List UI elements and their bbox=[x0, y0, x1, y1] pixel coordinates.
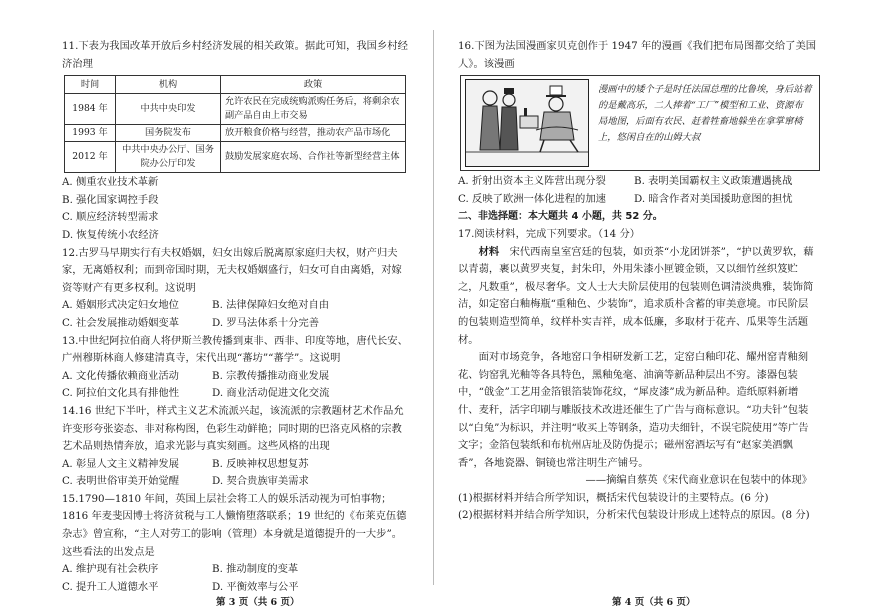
q12-option-d: D. 罗马法体系十分完善 bbox=[212, 316, 320, 329]
q15-option-d: D. 平衡效率与公平 bbox=[212, 580, 299, 593]
table-cell: 中共中央办公厅、国务院办公厅印发 bbox=[116, 142, 221, 173]
q12-option-c: C. 社会发展推动婚姻变革 bbox=[62, 316, 180, 329]
table-cell: 1993 年 bbox=[65, 125, 116, 142]
q13-option-d: D. 商业活动促进文化交流 bbox=[212, 387, 330, 400]
table-header: 时间 bbox=[65, 76, 116, 94]
q15-option-b: B. 推动制度的变革 bbox=[212, 563, 299, 576]
q16-stem: 16.下图为法国漫画家贝克创作于 1947 年的漫画《我们把布局图都交给了美国人》。该漫画 bbox=[458, 40, 817, 70]
q12-stem: 12.古罗马早期实行有夫权婚姻，妇女出嫁后脱离原家庭归夫权，财产归夫家，无离婚权利；而到帝国时期，无夫权婚姻盛行，妇女可自由离婚，对嫁资等财产有更多权利。这说明 bbox=[62, 246, 402, 294]
q16-options bbox=[458, 173, 818, 208]
table-cell: 鼓励发展家庭农场、合作社等新型经营主体 bbox=[221, 142, 406, 173]
material-source: ——摘编自蔡英《宋代商业意识在包装中的体现》 bbox=[585, 474, 812, 487]
q11-stem: 11.下表为我国改革开放后乡村经济发展的相关政策。据此可知，我国乡村经济治理 bbox=[62, 40, 408, 70]
q12-options bbox=[62, 297, 410, 332]
page-divider bbox=[433, 30, 434, 585]
q14-option-c: C. 表明世俗审美开始觉醒 bbox=[62, 475, 180, 488]
q11-option-a: A. 侧重农业技术革新 bbox=[62, 176, 159, 189]
q13-option-c: C. 阿拉伯文化具有排他性 bbox=[62, 387, 180, 400]
q12-option-b: B. 法律保障妇女绝对自由 bbox=[212, 299, 330, 312]
q11-option-b: B. 强化国家调控手段 bbox=[62, 193, 159, 206]
q15-options bbox=[62, 561, 410, 596]
table-cell: 国务院发布 bbox=[116, 125, 221, 142]
table-cell: 放开粮食价格与经营，推动农产品市场化 bbox=[221, 125, 406, 142]
page-number-left: 第 3 页（共 6 页） bbox=[216, 597, 300, 608]
cartoon-drawing-icon bbox=[466, 80, 588, 166]
q17-material-p2: 面对市场竞争，各地窑口争相研发新工艺，定窑白釉印花、耀州窑青釉刻花、钧窑乳光釉等各具特色，黑釉兔毫、油滴等新品种层出不穷。漆器包装中，“戗金”工艺用金箔银箔装饰花纹，“犀皮漆”成为新品种。造纸原料新增什、麦秆，活字印刷与雕版技术改进还催生了广告与商标意识。“功夫针”包装以“白兔”为标识，并注明“收买上等钢条，造功夫细针，不误宅院使用”等广告文字；金箔包装纸和布杭州店址及防伪提示；磁州窑酒坛写有“赵家美酒飘香”，各地瓷器、铜镜也常注明生产铺号。 bbox=[458, 351, 809, 469]
cartoon-caption: 漫画中的矮个子是时任法国总理的比鲁埃，身后站着的是戴高乐，二人捧着“工厂”模型和工业、资源布局地图，后面有农民、赶着牲畜地躲坐在拿掌窜椅上，悠闲自在的山姆大叔 bbox=[598, 84, 812, 143]
q11-option-d: D. 恢复传统小农经济 bbox=[62, 228, 159, 241]
table-row bbox=[65, 125, 406, 142]
q11-option-c: C. 顺应经济转型需求 bbox=[62, 211, 159, 224]
page-number-right: 第 4 页（共 6 页） bbox=[612, 597, 696, 608]
section-heading: 二、非选择题：本大题共 4 小题，共 52 分。 bbox=[458, 211, 663, 223]
table-header: 机构 bbox=[116, 76, 221, 94]
cartoon-image bbox=[465, 79, 589, 167]
q15-stem: 15.1790—1810 年间，英国上层社会将工人的娱乐活动视为可怕事物；1816 年麦斐因博士将济贫税与工人懒惰堕落联系；19 世纪的《布莱克伍德杂志》曾宣称，“主人对劳工的影响（管理）本身就是道德提升的一大步”。这些看法的出发点是 bbox=[62, 492, 407, 558]
q16-cartoon-box bbox=[460, 75, 820, 171]
table-row bbox=[65, 142, 406, 173]
q14-option-d: D. 契合贵族审美需求 bbox=[212, 475, 309, 488]
q16-option-d: D. 暗含作者对美国援助意图的担忧 bbox=[634, 192, 793, 205]
right-column bbox=[458, 38, 818, 525]
q14-option-b: B. 反映神权思想复苏 bbox=[212, 457, 309, 470]
table-header-row bbox=[65, 76, 406, 94]
q15-option-c: C. 提升工人道德水平 bbox=[62, 580, 159, 593]
table-cell: 中共中央印发 bbox=[116, 94, 221, 125]
q13-option-b: B. 宗教传播推动商业发展 bbox=[212, 369, 330, 382]
left-column bbox=[62, 38, 410, 596]
q14-option-a: A. 彰显人文主义精神发展 bbox=[62, 457, 179, 470]
table-cell: 2012 年 bbox=[65, 142, 116, 173]
q11-table bbox=[64, 75, 406, 173]
table-row bbox=[65, 94, 406, 125]
q13-stem: 13.中世纪阿拉伯商人将伊斯兰教传播到東非、西非、印度等地，唐代长安、广州穆斯林商人修建清真寺，宋代出现“蕃坊”“蕃学”。这说明 bbox=[62, 334, 408, 365]
material-label: 材料 bbox=[478, 245, 500, 258]
q16-option-c: C. 反映了欧洲一体化进程的加速 bbox=[458, 192, 606, 205]
q17-stem: 17.阅读材料，完成下列要求。（14 分） bbox=[458, 227, 641, 240]
q15-option-a: A. 维护现有社会秩序 bbox=[62, 563, 159, 576]
q16-option-a: A. 折射出资本主义阵营出现分裂 bbox=[458, 175, 606, 188]
q13-option-a: A. 文化传播依赖商业活动 bbox=[62, 369, 179, 382]
q17-subquestion-1: (1)根据材料并结合所学知识，概括宋代包装设计的主要特点。(6 分) bbox=[458, 491, 769, 504]
q14-stem: 14.16 世纪下半叶，样式主义艺术流派兴起，该流派的宗教题材艺术作品允许变形夸张姿态、非对称构图，色彩生动鲜艳；同时期的巴洛克风格的宗教艺术品则热情奔放，追求光影与真实刻画。这些风格的出现 bbox=[62, 404, 404, 453]
material-text-1: 宋代西南皇室宫廷的包装，如贡茶“小龙团饼茶”，“护以黄罗软，藉以青蒻，裹以黄罗夹复，封朱印，外用朱漆小匣镀金锁，又以细竹丝织笈贮之，凡数重”，极尽奢华。文人士大夫阶层使用的包装则色调清淡典雅，装饰简洁，如定窑白釉梅瓶“重釉色、少装饰”，追求质朴含蓄的审美意境。市民阶层的包装则造型简单，纹样朴实吉祥，成本低廉，多取材于花卉、瓜果等生活题材。 bbox=[458, 245, 814, 346]
q12-option-a: A. 婚姻形式决定妇女地位 bbox=[62, 299, 179, 312]
table-header: 政策 bbox=[221, 76, 406, 94]
q14-options bbox=[62, 456, 410, 491]
q17-subquestion-2: (2)根据材料并结合所学知识，分析宋代包装设计形成上述特点的原因。(8 分) bbox=[458, 509, 810, 522]
q17-material-p1 bbox=[458, 244, 818, 350]
q16-option-b: B. 表明美国霸权主义政策遭遇挑战 bbox=[634, 175, 793, 188]
table-cell: 1984 年 bbox=[65, 94, 116, 125]
q13-options bbox=[62, 368, 410, 403]
table-cell: 允许农民在完成统购派购任务后，将剩余农副产品自由上市交易 bbox=[221, 94, 406, 125]
